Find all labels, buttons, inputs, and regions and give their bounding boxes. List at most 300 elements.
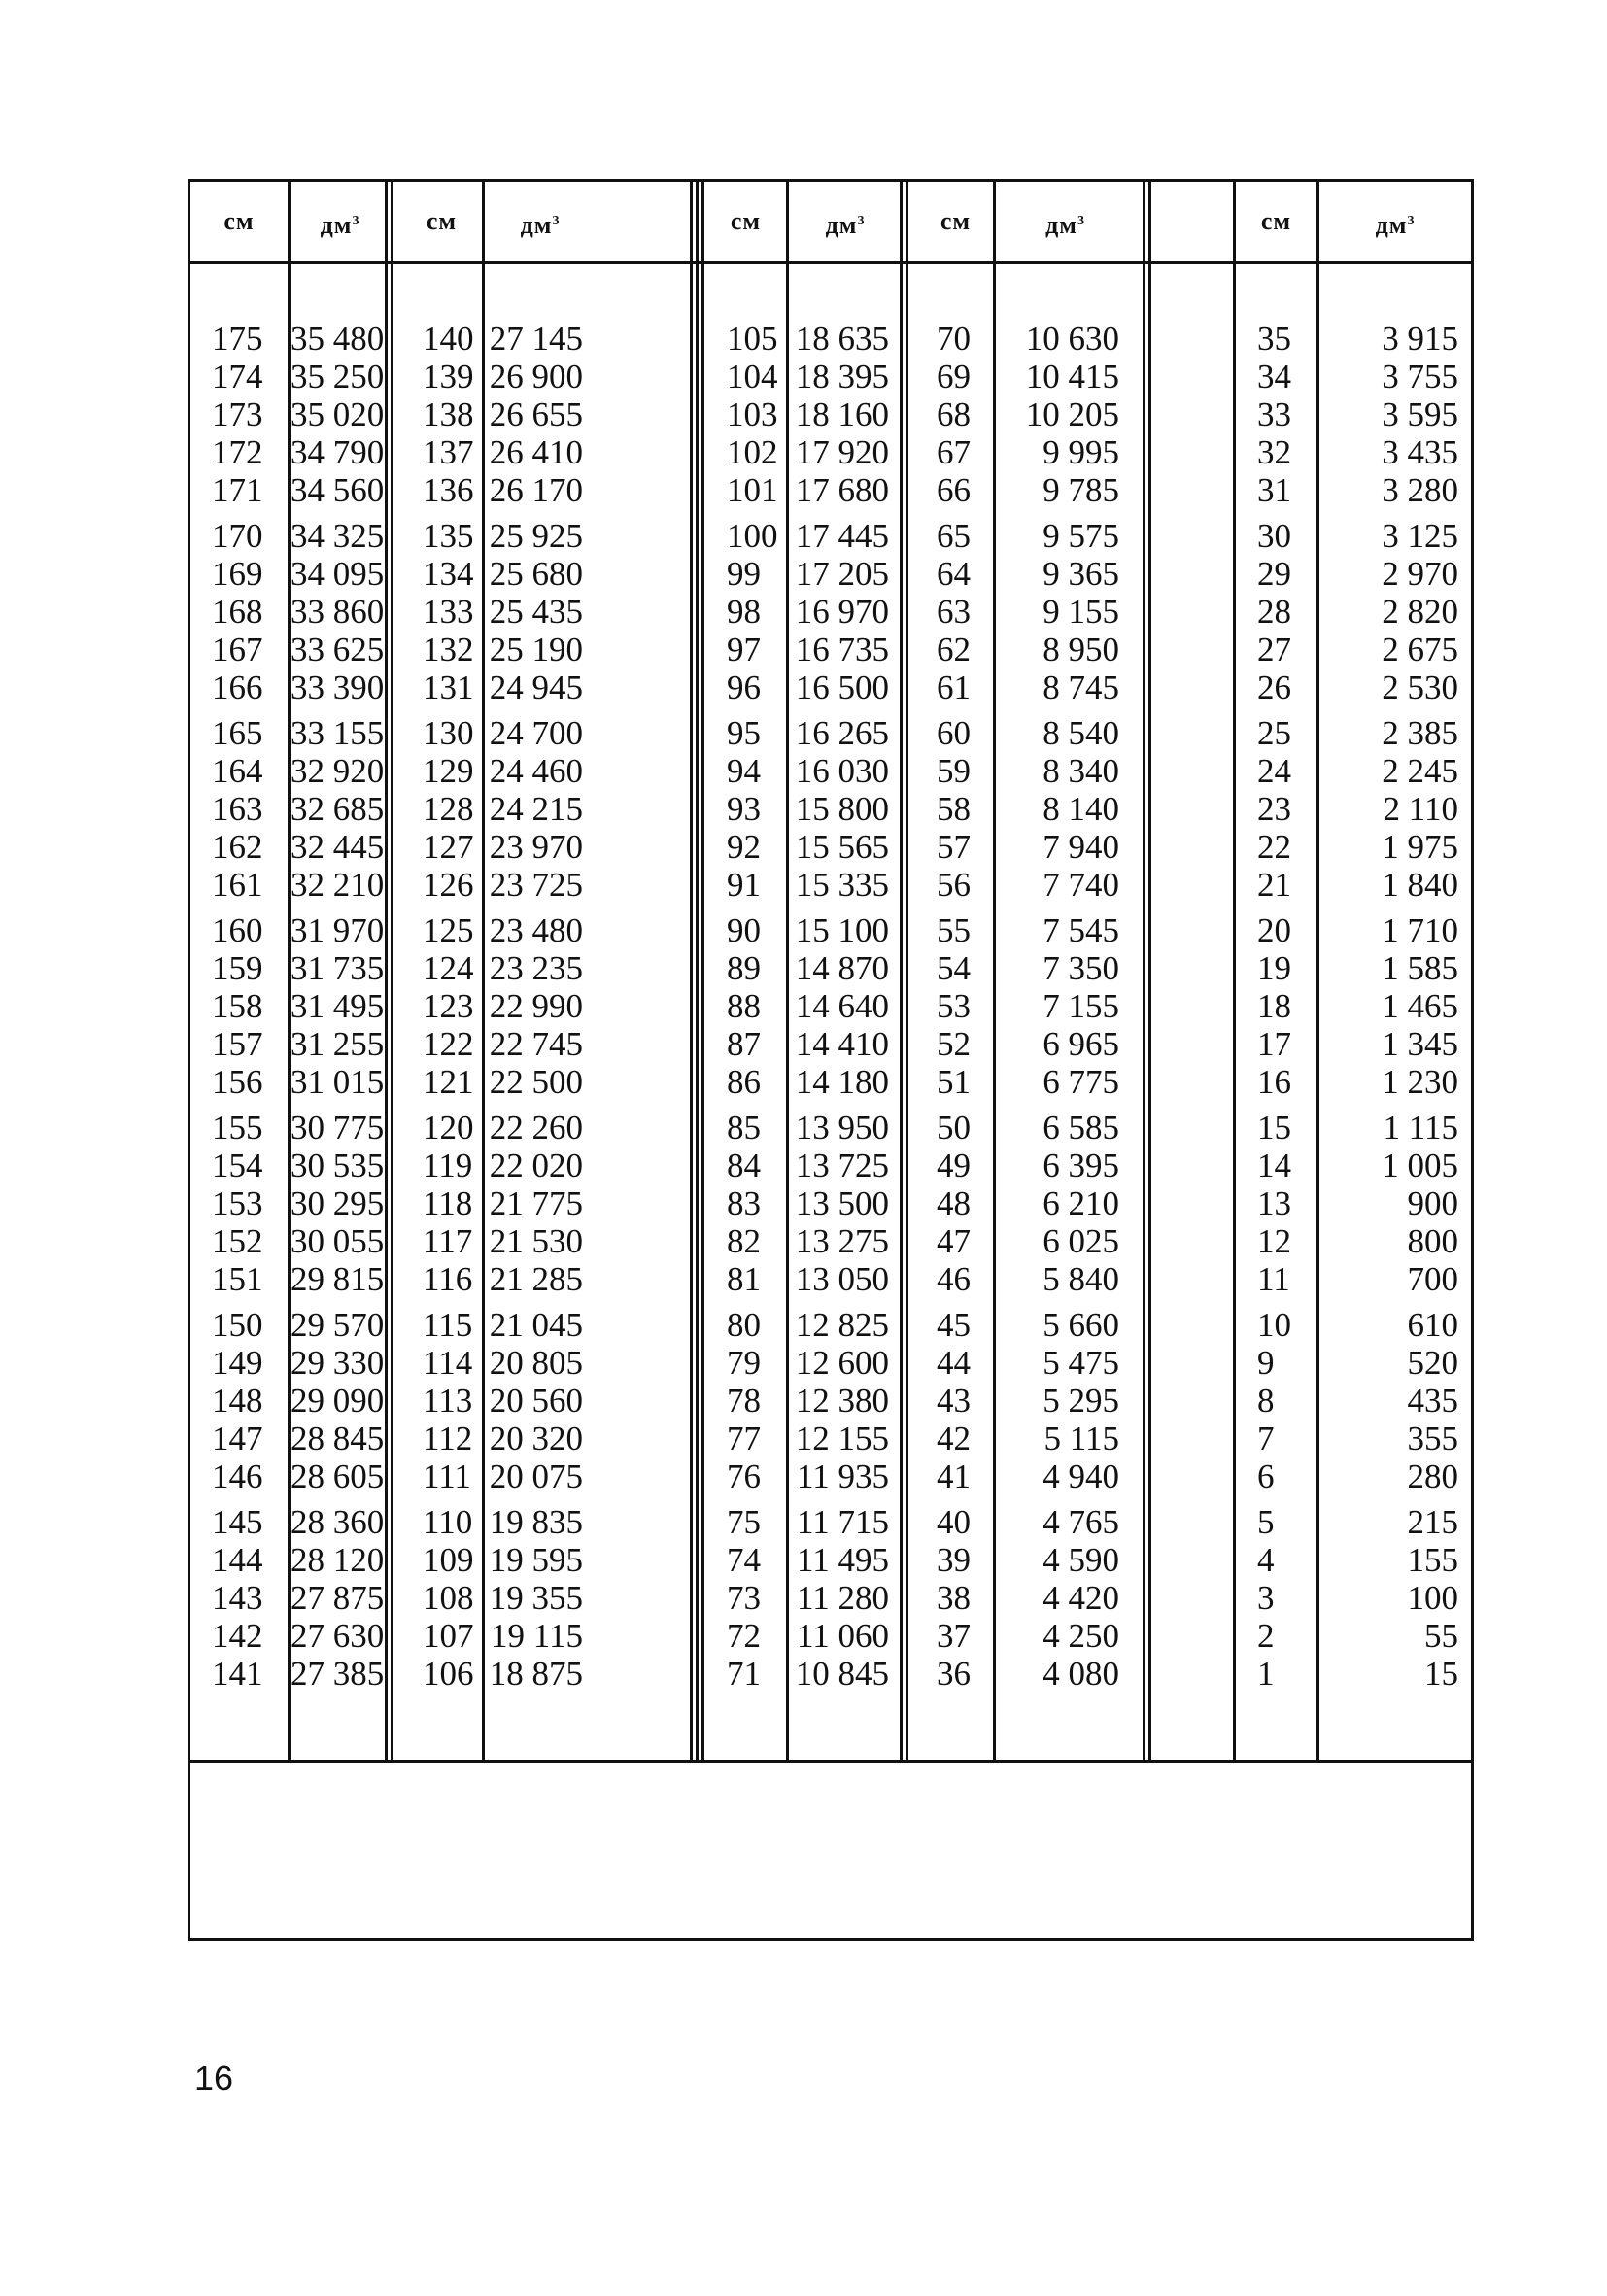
dm3-value: 20 075 (489, 1457, 583, 1495)
dm3-value: 14 640 (795, 987, 889, 1025)
dm3-value: 15 565 (795, 828, 889, 866)
row-group (485, 1503, 583, 1693)
row-group (212, 1503, 288, 1693)
dm3-value: 17 680 (795, 471, 889, 509)
column-rule (391, 182, 393, 1760)
row-group (485, 1306, 583, 1495)
dm3-value: 1 005 (1382, 1147, 1458, 1184)
dm3-value: 4 765 (1043, 1503, 1119, 1541)
cm-value: 168 (212, 593, 263, 631)
cm-value: 96 (727, 668, 761, 706)
cm-value: 113 (423, 1382, 473, 1420)
dm3-value: 5 660 (1043, 1306, 1119, 1344)
dm3-value: 100 (1407, 1579, 1458, 1617)
dm3-value: 10 415 (1025, 358, 1119, 395)
row-group (291, 1306, 385, 1495)
dm3-value: 13 050 (795, 1260, 889, 1298)
cm-value: 101 (727, 471, 778, 509)
row-group (727, 1109, 786, 1298)
cm-value: 40 (937, 1503, 971, 1541)
dm3-value: 23 480 (489, 911, 583, 949)
row-group (999, 517, 1119, 706)
dm3-value: 1 975 (1382, 828, 1458, 866)
dm3-value: 19 115 (491, 1617, 583, 1655)
cm-value: 81 (727, 1260, 761, 1298)
cm-value: 97 (727, 631, 761, 668)
dm3-value: 13 950 (795, 1109, 889, 1147)
row-group (937, 320, 996, 509)
cm-value: 175 (212, 320, 263, 358)
column-rule (1233, 182, 1236, 1760)
cm-value: 77 (727, 1420, 761, 1457)
dm3-value: 4 250 (1043, 1617, 1119, 1655)
row-group (999, 1306, 1119, 1495)
cm-value: 49 (937, 1147, 971, 1184)
dm3-value: 35 250 (291, 358, 385, 395)
cm-value: 28 (1257, 593, 1291, 631)
dm3-value: 30 055 (291, 1222, 385, 1260)
dm3-value: 24 460 (489, 752, 583, 790)
dm3-value: 15 (1424, 1655, 1458, 1693)
dm3-value: 16 030 (795, 752, 889, 790)
dm3-value: 29 330 (291, 1344, 385, 1382)
dm3-value: 9 365 (1043, 555, 1119, 593)
row-group (789, 1109, 889, 1298)
cm-value: 126 (423, 866, 474, 904)
cm-value: 146 (212, 1457, 263, 1495)
dm3-value: 17 445 (795, 517, 889, 555)
dm3-value: 2 110 (1383, 790, 1458, 828)
row-group (423, 714, 482, 904)
dm3-value: 435 (1407, 1382, 1458, 1420)
cm-value: 110 (423, 1503, 473, 1541)
cm-value: 159 (212, 949, 263, 987)
dm3-value: 5 475 (1043, 1344, 1119, 1382)
cm-value: 29 (1257, 555, 1291, 593)
cm-value: 63 (937, 593, 971, 631)
cm-value: 51 (937, 1063, 971, 1101)
dm3-value: 12 380 (795, 1382, 889, 1420)
cm-value: 103 (727, 395, 778, 433)
dm3-value: 6 965 (1043, 1025, 1119, 1063)
cm-value: 133 (423, 593, 474, 631)
cm-value: 95 (727, 714, 761, 752)
cm-value: 78 (727, 1382, 761, 1420)
row-group (485, 517, 583, 706)
dm3-value: 8 340 (1043, 752, 1119, 790)
dm3-value: 1 585 (1382, 949, 1458, 987)
dm3-value: 31 015 (291, 1063, 385, 1101)
cm-value: 152 (212, 1222, 263, 1260)
row-group (789, 911, 889, 1101)
dm3-value: 9 575 (1043, 517, 1119, 555)
row-group (789, 1503, 889, 1693)
cm-value: 98 (727, 593, 761, 631)
row-group (212, 714, 288, 904)
dm3-value: 24 700 (489, 714, 583, 752)
cm-value: 129 (423, 752, 474, 790)
dm3-value: 31 255 (291, 1025, 385, 1063)
cm-value: 67 (937, 433, 971, 471)
dm3-value: 3 755 (1382, 358, 1458, 395)
cm-value: 35 (1257, 320, 1291, 358)
dm3-value: 2 385 (1382, 714, 1458, 752)
cm-value: 105 (727, 320, 778, 358)
cm-value: 164 (212, 752, 263, 790)
header-cm: см (1260, 207, 1292, 235)
row-group (789, 714, 889, 904)
row-group (423, 1306, 482, 1495)
cm-value: 11 (1257, 1260, 1290, 1298)
cm-value: 60 (937, 714, 971, 752)
row-group (999, 320, 1119, 509)
cm-value: 157 (212, 1025, 263, 1063)
dm3-value: 28 845 (291, 1420, 385, 1457)
cm-value: 23 (1257, 790, 1291, 828)
row-group (937, 1109, 996, 1298)
cm-value: 143 (212, 1579, 263, 1617)
row-group (937, 714, 996, 904)
dm3-value: 355 (1407, 1420, 1458, 1457)
dm3-value: 10 845 (795, 1655, 889, 1693)
header-dm3: $дм^3$ (825, 211, 865, 239)
dm3-value: 280 (1407, 1457, 1458, 1495)
row-group (1319, 1306, 1458, 1495)
dm3-value: 14 180 (795, 1063, 889, 1101)
cm-value: 120 (423, 1109, 474, 1147)
cm-value: 162 (212, 828, 263, 866)
cm-value: 154 (212, 1147, 263, 1184)
dm3-value: 24 945 (489, 668, 583, 706)
dm3-value: 18 635 (795, 320, 889, 358)
cm-value: 153 (212, 1184, 263, 1222)
dm3-value: 8 140 (1043, 790, 1119, 828)
dm3-value: 15 800 (795, 790, 889, 828)
dm3-value: 1 345 (1382, 1025, 1458, 1063)
dm3-value: 18 160 (795, 395, 889, 433)
dm3-value: 22 745 (489, 1025, 583, 1063)
cm-value: 125 (423, 911, 474, 949)
dm3-value: 28 605 (291, 1457, 385, 1495)
cm-value: 91 (727, 866, 761, 904)
dm3-value: 12 155 (795, 1420, 889, 1457)
row-group (485, 320, 583, 509)
cm-value: 130 (423, 714, 474, 752)
cm-value: 52 (937, 1025, 971, 1063)
cm-value: 62 (937, 631, 971, 668)
dm3-value: 18 875 (489, 1655, 583, 1693)
cm-value: 15 (1257, 1109, 1291, 1147)
cm-value: 145 (212, 1503, 263, 1541)
dm3-value: 6 210 (1043, 1184, 1119, 1222)
cm-value: 93 (727, 790, 761, 828)
cm-value: 173 (212, 395, 263, 433)
cm-value: 5 (1257, 1503, 1275, 1541)
dm3-value: 7 350 (1043, 949, 1119, 987)
dm3-value: 155 (1407, 1541, 1458, 1579)
dm3-value: 19 835 (489, 1503, 583, 1541)
dm3-value: 22 020 (489, 1147, 583, 1184)
dm3-value: 7 155 (1043, 987, 1119, 1025)
cm-value: 6 (1257, 1457, 1275, 1495)
cm-value: 88 (727, 987, 761, 1025)
dm3-value: 27 630 (291, 1617, 385, 1655)
cm-value: 82 (727, 1222, 761, 1260)
dm3-value: 25 925 (489, 517, 583, 555)
dm3-value: 16 970 (795, 593, 889, 631)
row-group (423, 911, 482, 1101)
dm3-value: 5 840 (1043, 1260, 1119, 1298)
header-cm: см (223, 207, 255, 235)
cm-value: 114 (423, 1344, 473, 1382)
cm-value: 100 (727, 517, 778, 555)
cm-value: 72 (727, 1617, 761, 1655)
cm-value: 4 (1257, 1541, 1275, 1579)
dm3-value: 26 410 (489, 433, 583, 471)
dm3-value: 20 320 (489, 1420, 583, 1457)
cm-value: 69 (937, 358, 971, 395)
row-group (937, 1306, 996, 1495)
cm-value: 39 (937, 1541, 971, 1579)
cm-value: 7 (1257, 1420, 1275, 1457)
column-rule (385, 182, 388, 1760)
cm-value: 171 (212, 471, 263, 509)
cm-value: 3 (1257, 1579, 1275, 1617)
cm-value: 142 (212, 1617, 263, 1655)
cm-value: 66 (937, 471, 971, 509)
dm3-value: 31 970 (291, 911, 385, 949)
row-group (727, 714, 786, 904)
dm3-value: 25 680 (489, 555, 583, 593)
cm-value: 140 (423, 320, 474, 358)
cm-value: 17 (1257, 1025, 1291, 1063)
cm-value: 10 (1257, 1306, 1291, 1344)
dm3-value: 1 840 (1382, 866, 1458, 904)
table-bottom-divider (190, 1760, 1471, 1763)
cm-value: 74 (727, 1541, 761, 1579)
row-group (485, 714, 583, 904)
dm3-value: 800 (1407, 1222, 1458, 1260)
dm3-value: 9 155 (1043, 593, 1119, 631)
dm3-value: 1 230 (1382, 1063, 1458, 1101)
header-cm: см (426, 207, 458, 235)
dm3-value: 20 560 (489, 1382, 583, 1420)
dm3-value: 30 295 (291, 1184, 385, 1222)
row-group (1257, 1109, 1316, 1298)
cm-value: 122 (423, 1025, 474, 1063)
cm-value: 131 (423, 668, 474, 706)
cm-value: 112 (423, 1420, 473, 1457)
cm-value: 68 (937, 395, 971, 433)
dm3-value: 22 500 (489, 1063, 583, 1101)
cm-value: 55 (937, 911, 971, 949)
cm-value: 99 (727, 555, 761, 593)
cm-value: 20 (1257, 911, 1291, 949)
cm-value: 118 (423, 1184, 473, 1222)
row-group (1319, 714, 1458, 904)
dm3-value: 27 145 (489, 320, 583, 358)
dm3-value: 4 420 (1043, 1579, 1119, 1617)
cm-value: 50 (937, 1109, 971, 1147)
dm3-value: 3 280 (1382, 471, 1458, 509)
cm-value: 141 (212, 1655, 263, 1693)
cm-value: 21 (1257, 866, 1291, 904)
cm-value: 24 (1257, 752, 1291, 790)
dm3-value: 20 805 (489, 1344, 583, 1382)
cm-value: 19 (1257, 949, 1291, 987)
dm3-value: 2 970 (1382, 555, 1458, 593)
dm3-value: 4 590 (1043, 1541, 1119, 1579)
row-group (1257, 911, 1316, 1101)
cm-value: 94 (727, 752, 761, 790)
dm3-value: 32 920 (291, 752, 385, 790)
cm-value: 147 (212, 1420, 263, 1457)
dm3-value: 5 295 (1043, 1382, 1119, 1420)
cm-value: 92 (727, 828, 761, 866)
dm3-value: 1 465 (1382, 987, 1458, 1025)
cm-value: 31 (1257, 471, 1291, 509)
dm3-value: 13 725 (795, 1147, 889, 1184)
cm-value: 45 (937, 1306, 971, 1344)
volume-table (188, 179, 1474, 1941)
dm3-value: 3 595 (1382, 395, 1458, 433)
dm3-value: 35 020 (291, 395, 385, 433)
cm-value: 56 (937, 866, 971, 904)
row-group (789, 517, 889, 706)
cm-value: 148 (212, 1382, 263, 1420)
cm-value: 170 (212, 517, 263, 555)
cm-value: 137 (423, 433, 474, 471)
cm-value: 151 (212, 1260, 263, 1298)
column-rule (701, 182, 704, 1760)
cm-value: 109 (423, 1541, 474, 1579)
cm-value: 161 (212, 866, 263, 904)
cm-value: 14 (1257, 1147, 1291, 1184)
dm3-value: 7 940 (1043, 828, 1119, 866)
cm-value: 58 (937, 790, 971, 828)
dm3-value: 34 560 (291, 471, 385, 509)
cm-value: 53 (937, 987, 971, 1025)
dm3-value: 25 190 (489, 631, 583, 668)
cm-value: 102 (727, 433, 778, 471)
dm3-value: 32 445 (291, 828, 385, 866)
cm-value: 138 (423, 395, 474, 433)
header-cm: см (730, 207, 762, 235)
cm-value: 111 (423, 1457, 471, 1495)
cm-value: 172 (212, 433, 263, 471)
column-rule (1148, 182, 1151, 1760)
dm3-value: 21 045 (489, 1306, 583, 1344)
dm3-value: 25 435 (489, 593, 583, 631)
cm-value: 132 (423, 631, 474, 668)
header-dm3: $дм^3$ (1375, 211, 1415, 239)
row-group (937, 1503, 996, 1693)
dm3-value: 9 785 (1043, 471, 1119, 509)
dm3-value: 18 395 (795, 358, 889, 395)
row-group (423, 1503, 482, 1693)
row-group (485, 911, 583, 1101)
cm-value: 107 (423, 1617, 474, 1655)
header-dm3: $дм^3$ (1045, 211, 1084, 239)
cm-value: 123 (423, 987, 474, 1025)
dm3-value: 10 630 (1025, 320, 1119, 358)
cm-value: 167 (212, 631, 263, 668)
cm-value: 86 (727, 1063, 761, 1101)
cm-value: 47 (937, 1222, 971, 1260)
dm3-value: 700 (1407, 1260, 1458, 1298)
dm3-value: 28 120 (291, 1541, 385, 1579)
dm3-value: 29 570 (291, 1306, 385, 1344)
cm-value: 85 (727, 1109, 761, 1147)
dm3-value: 610 (1407, 1306, 1458, 1344)
cm-value: 106 (423, 1655, 474, 1693)
dm3-value: 34 790 (291, 433, 385, 471)
cm-value: 71 (727, 1655, 761, 1693)
cm-value: 44 (937, 1344, 971, 1382)
column-rule (1143, 182, 1145, 1760)
dm3-value: 32 685 (291, 790, 385, 828)
dm3-value: 16 500 (795, 668, 889, 706)
row-group (212, 1306, 288, 1495)
dm3-value: 2 820 (1382, 593, 1458, 631)
cm-value: 70 (937, 320, 971, 358)
dm3-value: 21 285 (489, 1260, 583, 1298)
row-group (1257, 714, 1316, 904)
column-rule (900, 182, 903, 1760)
cm-value: 108 (423, 1579, 474, 1617)
cm-value: 87 (727, 1025, 761, 1063)
dm3-value: 11 935 (797, 1457, 889, 1495)
dm3-value: 30 535 (291, 1147, 385, 1184)
cm-value: 59 (937, 752, 971, 790)
dm3-value: 11 060 (797, 1617, 889, 1655)
row-group (291, 1503, 385, 1693)
cm-value: 160 (212, 911, 263, 949)
dm3-value: 7 740 (1043, 866, 1119, 904)
dm3-value: 14 870 (795, 949, 889, 987)
cm-value: 79 (727, 1344, 761, 1382)
cm-value: 117 (423, 1222, 473, 1260)
cm-value: 41 (937, 1457, 971, 1495)
cm-value: 8 (1257, 1382, 1275, 1420)
row-group (727, 517, 786, 706)
dm3-value: 3 915 (1382, 320, 1458, 358)
cm-value: 42 (937, 1420, 971, 1457)
dm3-value: 29 815 (291, 1260, 385, 1298)
cm-value: 75 (727, 1503, 761, 1541)
dm3-value: 8 540 (1043, 714, 1119, 752)
row-group (1319, 517, 1458, 706)
cm-value: 127 (423, 828, 474, 866)
cm-value: 32 (1257, 433, 1291, 471)
cm-value: 25 (1257, 714, 1291, 752)
dm3-value: 27 875 (291, 1579, 385, 1617)
row-group (291, 714, 385, 904)
row-group (291, 1109, 385, 1298)
cm-value: 134 (423, 555, 474, 593)
dm3-value: 3 435 (1382, 433, 1458, 471)
cm-value: 166 (212, 668, 263, 706)
cm-value: 73 (727, 1579, 761, 1617)
dm3-value: 24 215 (489, 790, 583, 828)
dm3-value: 1 115 (1383, 1109, 1458, 1147)
dm3-value: 33 860 (291, 593, 385, 631)
cm-value: 119 (423, 1147, 473, 1184)
cm-value: 65 (937, 517, 971, 555)
dm3-value: 26 655 (489, 395, 583, 433)
dm3-value: 19 595 (489, 1541, 583, 1579)
dm3-value: 6 775 (1043, 1063, 1119, 1101)
